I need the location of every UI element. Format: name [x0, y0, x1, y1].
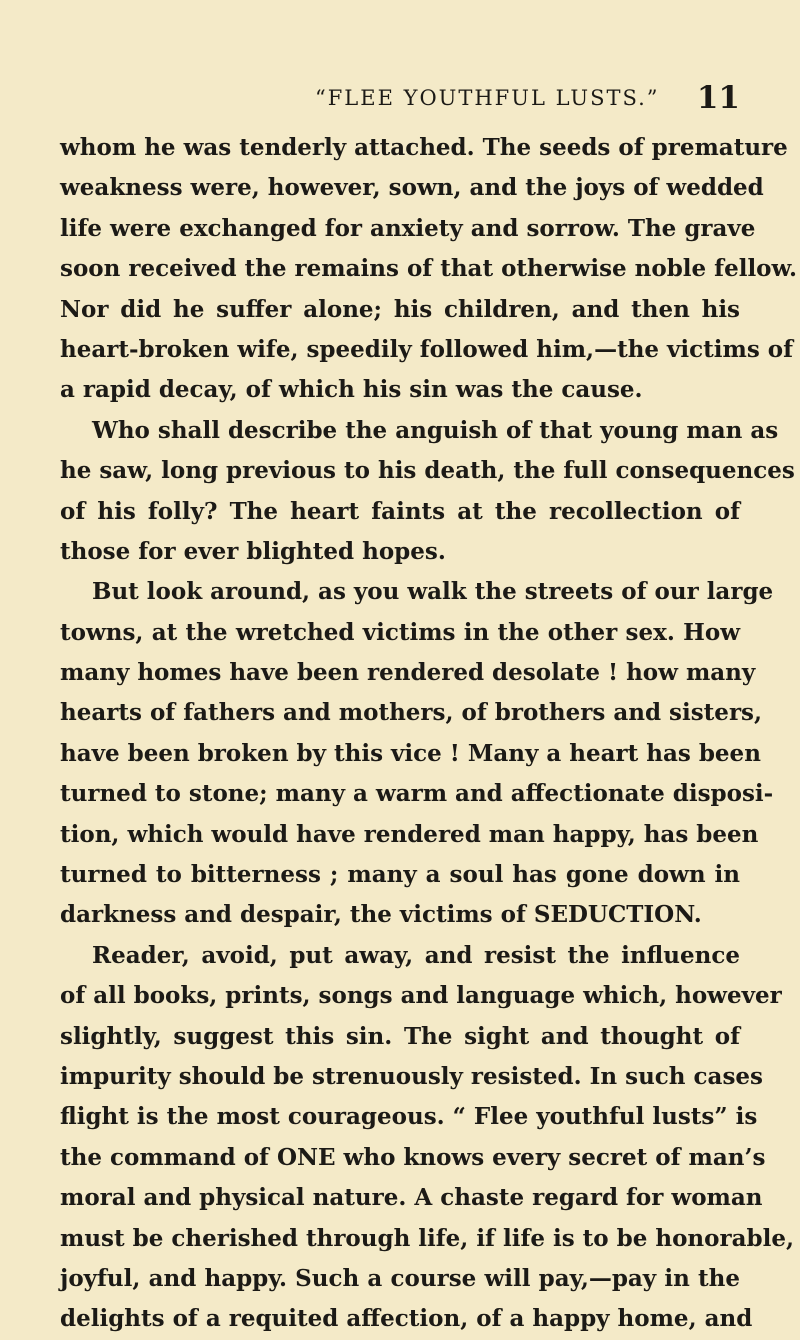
- text-line: towns, at the wretched victims in the other sex. How: [60, 618, 740, 646]
- text-line: moral and physical nature. A chaste regard for woman: [60, 1184, 763, 1212]
- text-line: weakness were, however, sown, and the joys of wedded: [60, 174, 764, 202]
- text-line: joyful, and happy. Such a course will pay,—pay in the: [60, 1264, 740, 1292]
- text-line: Nor did he suffer alone; his children, and then his: [60, 295, 740, 323]
- text-line: turned to stone; many a warm and affectionate disposi-: [60, 780, 774, 808]
- text-line: must be cherished through life, if life is to be honorable,: [60, 1224, 794, 1252]
- text-line: the command of ONE who knows every secret of man’s: [60, 1143, 766, 1171]
- body-text: [60, 128, 798, 1340]
- text-line: those for ever blighted hopes.: [60, 537, 446, 565]
- text-line: have been broken by this vice ! Many a heart has been: [60, 739, 761, 767]
- text-line: many homes have been rendered desolate ! how many: [60, 659, 756, 687]
- text-line: flight is the most courageous. “ Flee youthful lusts” is: [60, 1103, 758, 1131]
- running-title: “FLEE YOUTHFUL LUSTS.”: [315, 86, 660, 110]
- text-line: delights of a requited affection, of a happy home, and: [60, 1305, 753, 1333]
- text-line: darkness and despair, the victims of SEDUCTION.: [60, 901, 702, 929]
- text-line: whom he was tenderly attached. The seeds of premature: [60, 134, 788, 161]
- text-line: impurity should be strenuously resisted. In such cases: [60, 1062, 763, 1090]
- text-line: he saw, long previous to his death, the full consequences: [60, 457, 795, 485]
- text-line: heart-broken wife, speedily followed him,—the victims of: [60, 335, 794, 363]
- text-line: turned to bitterness ; many a soul has gone down in: [60, 861, 740, 889]
- text-line: a rapid decay, of which his sin was the cause.: [60, 376, 643, 404]
- text-line: of his folly? The heart faints at the recollection of: [60, 497, 740, 525]
- text-line: slightly, suggest this sin. The sight and thought of: [60, 1022, 740, 1050]
- text-line: tion, which would have rendered man happy, has been: [60, 820, 759, 848]
- running-head: [60, 80, 740, 114]
- text-line: Reader, avoid, put away, and resist the influence: [92, 941, 740, 969]
- text-line: life were exchanged for anxiety and sorrow. The grave: [60, 214, 756, 242]
- text-line: of all books, prints, songs and language which, however: [60, 982, 782, 1010]
- text-line: hearts of fathers and mothers, of brothers and sisters,: [60, 699, 763, 727]
- text-line: Who shall describe the anguish of that young man as: [92, 416, 779, 444]
- page-number: 11: [696, 80, 740, 116]
- text-line: soon received the remains of that otherwise noble fellow.: [60, 255, 798, 283]
- text-line: But look around, as you walk the streets of our large: [92, 578, 774, 606]
